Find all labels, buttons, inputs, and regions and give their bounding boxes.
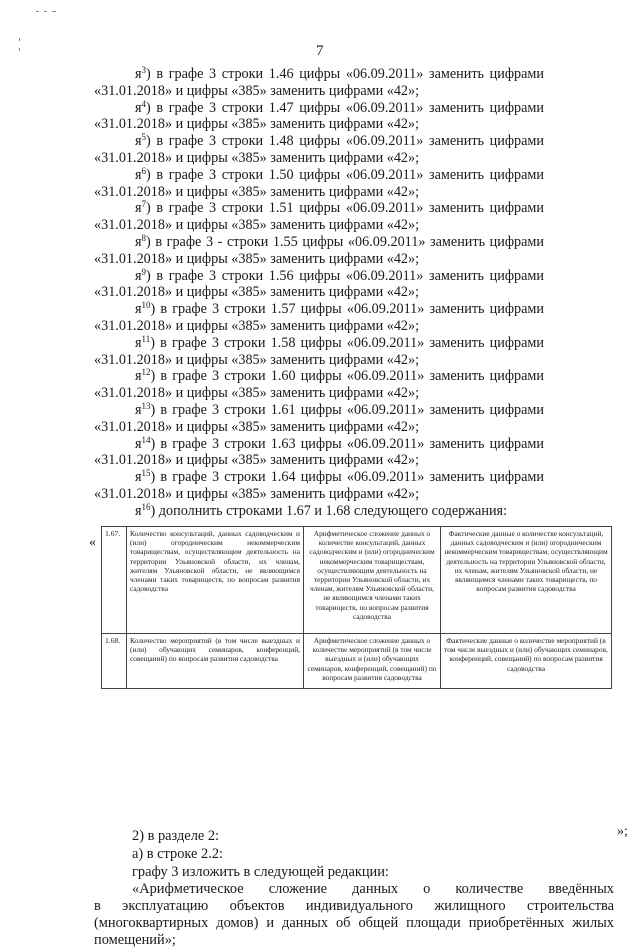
calculation-method: Арифметическое сложение данных о количестве мероприятий (в том числе выездных и (или) обучающих семинаров, конференций, совещаний) по вопросам развития садоводства — [304, 634, 441, 689]
amendment-index: 14 — [141, 434, 151, 445]
row-number: 1.68. — [102, 634, 127, 689]
amendment-line — [94, 335, 544, 352]
quote-line: помещений»; — [94, 931, 176, 948]
scan-mark — [19, 38, 20, 41]
final-amendment-line — [94, 503, 544, 520]
amendment-index: 5 — [141, 132, 147, 143]
quote-line: (многоквартирных домов) и данных об общей площади приобретённых жилых — [94, 914, 614, 931]
amendment-line-continued: «31.01.2018» и цифры «385» заменить цифрами «42»; — [94, 317, 420, 334]
amendment-marker: я — [135, 368, 142, 385]
data-source: Фактические данные о количестве мероприятий (в том числе выездных и (или) обучающих семинаров, конференций, совещаний) по вопросам развития садоводства — [441, 634, 612, 689]
amendment-marker: я — [135, 334, 142, 351]
amendment-text: ) в графе 3 - строки 1.55 цифры «06.09.2011» заменить цифрами — [146, 233, 544, 250]
amendment-text: ) дополнить строками 1.67 и 1.68 следующего содержания: — [150, 502, 508, 519]
amendment-line — [94, 368, 544, 385]
amendment-index: 7 — [141, 199, 147, 210]
amendment-index: 9 — [141, 266, 147, 277]
amendment-line — [94, 301, 544, 318]
amendment-index: 4 — [141, 98, 147, 109]
scan-mark — [52, 11, 56, 12]
amendment-marker: я — [135, 435, 142, 452]
calculation-method: Арифметическое сложение данных о количестве консультаций, данных садоводческим и (или) огородническим некоммерческим товариществам, осуществляющим деятельность на территории Ульяновской области, их членам, жителям Ульяновской области, не являющимся членами таких товариществ, по вопросам развития садоводства — [304, 527, 441, 634]
amendment-index: 10 — [141, 300, 151, 311]
amendment-marker: я — [135, 66, 142, 82]
amendment-index: 15 — [141, 468, 151, 479]
amendment-text: ) в графе 3 строки 1.46 цифры «06.09.2011» заменить цифрами — [146, 66, 544, 82]
amendment-index: 3 — [141, 65, 147, 75]
amendment-text: ) в графе 3 строки 1.50 цифры «06.09.2011» заменить цифрами — [146, 166, 544, 183]
table-row — [102, 527, 612, 634]
table-row — [102, 634, 612, 689]
amendment-line — [94, 469, 544, 486]
quote-line: в эксплуатацию объектов индивидуального жилищного строительства — [94, 898, 614, 915]
amendment-line-continued: «31.01.2018» и цифры «385» заменить цифрами «42»; — [94, 116, 420, 133]
amendment-line-continued: «31.01.2018» и цифры «385» заменить цифрами «42»; — [94, 452, 420, 469]
amendment-index: 11 — [141, 333, 151, 344]
amendment-text: ) в графе 3 строки 1.58 цифры «06.09.2011» заменить цифрами — [150, 334, 544, 351]
amendment-text: ) в графе 3 строки 1.63 цифры «06.09.2011» заменить цифрами — [150, 435, 544, 452]
amendment-marker: я — [135, 233, 142, 250]
amendment-text: ) в графе 3 строки 1.64 цифры «06.09.2011» заменить цифрами — [150, 469, 544, 486]
amendment-marker: я — [135, 469, 142, 486]
amendment-text: ) в графе 3 строки 1.51 цифры «06.09.2011» заменить цифрами — [146, 200, 544, 217]
amendment-line-continued: «31.01.2018» и цифры «385» заменить цифрами «42»; — [94, 82, 420, 99]
amendment-text: ) в графе 3 строки 1.61 цифры «06.09.2011» заменить цифрами — [150, 401, 544, 418]
amendment-marker: я — [135, 133, 142, 150]
amendment-marker: я — [135, 267, 142, 284]
amendment-index: 6 — [141, 165, 147, 176]
amendment-line-continued: «31.01.2018» и цифры «385» заменить цифрами «42»; — [94, 183, 420, 200]
amendment-line — [94, 133, 544, 150]
indicator-name: Количество консультаций, данных садоводческим и (или) огородническим некоммерческим товариществам, осуществляющим деятельность на территории Ульяновской области, их членам, жителям Ульяновской области, не являющимся членами таких товариществ, по вопросам развития садоводства — [127, 527, 304, 634]
amendment-line — [94, 200, 544, 217]
amendment-line — [94, 234, 544, 251]
table-open-quote: « — [89, 535, 96, 550]
scan-mark — [44, 11, 47, 12]
amendment-marker: я — [135, 401, 142, 418]
quote-line: «Арифметическое сложение данных о количестве введённых — [132, 881, 614, 898]
amendment-line-continued: «31.01.2018» и цифры «385» заменить цифрами «42»; — [94, 485, 420, 502]
amendment-line — [94, 66, 544, 83]
amendment-line — [94, 402, 544, 419]
amendment-line — [94, 268, 544, 285]
amendment-line-continued: «31.01.2018» и цифры «385» заменить цифрами «42»; — [94, 250, 420, 267]
amendment-marker: я — [135, 166, 142, 183]
amendment-line — [94, 100, 544, 117]
amendment-line-continued: «31.01.2018» и цифры «385» заменить цифрами «42»; — [94, 418, 420, 435]
inserted-rows-table — [101, 526, 612, 689]
section-2-amendment — [94, 828, 614, 949]
amendment-text: ) в графе 3 строки 1.56 цифры «06.09.2011» заменить цифрами — [146, 267, 544, 284]
amendment-marker: я — [135, 301, 142, 318]
section-heading: 2) в разделе 2: — [132, 828, 220, 844]
amendment-line-continued: «31.01.2018» и цифры «385» заменить цифрами «42»; — [94, 149, 420, 166]
amendment-text: ) в графе 3 строки 1.60 цифры «06.09.2011» заменить цифрами — [150, 368, 544, 385]
amendment-line-continued: «31.01.2018» и цифры «385» заменить цифрами «42»; — [94, 217, 420, 234]
amendment-index: 8 — [141, 232, 147, 243]
amendment-text: ) в графе 3 строки 1.48 цифры «06.09.2011» заменить цифрами — [146, 133, 544, 150]
page-number: 7 — [316, 43, 324, 59]
instruction-text: графу 3 изложить в следующей редакции: — [132, 863, 389, 880]
indicator-name: Количество мероприятий (в том числе выездных и (или) обучающих семинаров, конференций, совещаний) по вопросам развития садоводства — [127, 634, 304, 689]
amendment-line — [94, 436, 544, 453]
amendment-index: 12 — [141, 367, 151, 378]
row-heading: а) в строке 2.2: — [132, 845, 224, 862]
amendment-text: ) в графе 3 строки 1.57 цифры «06.09.2011» заменить цифрами — [150, 301, 544, 318]
amendment-line-continued: «31.01.2018» и цифры «385» заменить цифрами «42»; — [94, 351, 420, 368]
amendment-marker: я — [135, 502, 142, 519]
amendment-line-continued: «31.01.2018» и цифры «385» заменить цифрами «42»; — [94, 385, 420, 402]
amendment-marker: я — [135, 200, 142, 217]
row-number: 1.67. — [102, 527, 127, 634]
amendment-index: 13 — [141, 400, 151, 411]
table-close-quote: »; — [617, 824, 628, 839]
amendment-text: ) в графе 3 строки 1.47 цифры «06.09.2011» заменить цифрами — [146, 99, 544, 116]
scan-mark — [36, 11, 39, 12]
amendment-index: 16 — [141, 501, 151, 512]
amendments-list — [94, 66, 544, 520]
data-source: Фактические данные о количестве консультаций, данных садоводческим и (или) огородническим некоммерческим товариществам, осуществляющим деятельность на территории Ульяновской области, их членам, жителям Ульяновской области, не являющимся членами таких товариществ, по вопросам развития садоводства — [441, 527, 612, 634]
amendment-line-continued: «31.01.2018» и цифры «385» заменить цифрами «42»; — [94, 284, 420, 301]
amendment-line — [94, 167, 544, 184]
amendment-marker: я — [135, 99, 142, 116]
